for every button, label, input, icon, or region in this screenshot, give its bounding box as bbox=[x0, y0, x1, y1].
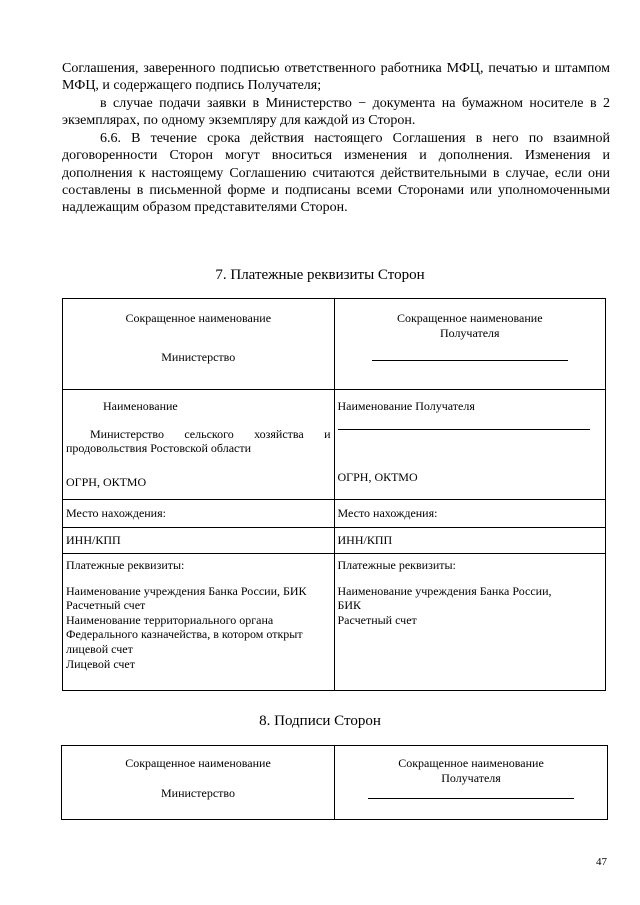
recipient-inn-kpp-cell: ИНН/КПП bbox=[334, 528, 606, 554]
signature-short-name-label: Сокращенное наименование bbox=[125, 756, 271, 770]
paragraph-continuation: Соглашения, заверенного подписью ответственного работника МФЦ, печатью и штампом МФЦ, и содержащего подпись Получателя; bbox=[62, 61, 610, 94]
ministry-bank-line: Наименование территориального органа bbox=[66, 612, 274, 627]
recipient-full-name-cell bbox=[334, 390, 606, 500]
payment-details-table bbox=[62, 298, 606, 691]
signature-ministry-name: Министерство bbox=[161, 785, 235, 800]
signature-recipient-label: Сокращенное наименование Получателя bbox=[398, 756, 544, 785]
signature-recipient-blank bbox=[368, 790, 574, 799]
paragraph-submission: в случае подачи заявки в Министерство − документа на бумажном носителе в 2 экземплярах, по одному экземпляру для каждой из Сторон. bbox=[62, 96, 610, 129]
ministry-bank-line: Расчетный счет bbox=[66, 598, 146, 613]
ministry-bank-details-title: Платежные реквизиты: bbox=[66, 558, 185, 572]
recipient-full-name-blank bbox=[338, 416, 590, 430]
recipient-address-cell: Место нахождения: bbox=[334, 500, 606, 528]
ministry-address-cell: Место нахождения: bbox=[63, 500, 335, 528]
ministry-inn-kpp-cell: ИНН/КПП bbox=[63, 528, 335, 554]
ministry-short-name-cell bbox=[63, 299, 335, 390]
ministry-bank-line: Наименование учреждения Банка России, БИК bbox=[66, 583, 307, 598]
full-name-label: Наименование bbox=[103, 399, 178, 413]
recipient-short-name-blank bbox=[372, 350, 568, 361]
ministry-full-name-cell bbox=[63, 390, 335, 500]
ministry-signature-cell bbox=[62, 746, 335, 820]
ministry-ogrn-oktmo: ОГРН, ОКТМО bbox=[66, 474, 147, 489]
section-7-title: 7. Платежные реквизиты Сторон bbox=[215, 267, 425, 283]
recipient-short-name-label: Сокращенное наименование Получателя bbox=[396, 311, 543, 340]
ministry-bank-details-cell bbox=[63, 554, 335, 691]
recipient-bank-details-cell bbox=[334, 554, 606, 691]
recipient-short-name-cell bbox=[334, 299, 606, 390]
signatures-table bbox=[61, 745, 608, 820]
recipient-bank-line: Расчетный счет bbox=[337, 612, 417, 627]
recipient-ogrn-oktmo: ОГРН, ОКТМО bbox=[337, 470, 418, 485]
recipient-bank-line: БИК bbox=[337, 598, 362, 613]
ministry-bank-line: лицевой счет bbox=[66, 641, 133, 656]
paragraph-6-6: 6.6. В течение срока действия настоящего Соглашения в него по взаимной договоренности Сторон могут вноситься изменения и дополнения. Изменения и дополнения к настоящему Соглашению считаются действительными в случае, если они составлены в письменной форме и подписаны всеми Сторонами или уполномоченными надлежащим образом представителями Сторон. bbox=[62, 131, 610, 216]
short-name-label: Сокращенное наименование bbox=[125, 311, 272, 325]
ministry-bank-line: Федерального казначейства, в котором открыт bbox=[66, 627, 303, 642]
ministry-bank-line: Лицевой счет bbox=[66, 656, 136, 671]
page-number: 47 bbox=[596, 856, 607, 868]
ministry-short-name: Министерство bbox=[161, 349, 236, 364]
recipient-bank-details-title: Платежные реквизиты: bbox=[337, 558, 456, 572]
recipient-bank-line: Наименование учреждения Банка России, bbox=[337, 583, 552, 598]
ministry-full-name-line1: Министерство сельского хозяйства и bbox=[90, 426, 331, 441]
section-8-title: 8. Подписи Сторон bbox=[259, 713, 381, 729]
recipient-signature-cell bbox=[335, 746, 608, 820]
ministry-full-name-line2: продовольствия Ростовской области bbox=[66, 441, 252, 456]
recipient-full-name-label: Наименование Получателя bbox=[337, 399, 475, 413]
